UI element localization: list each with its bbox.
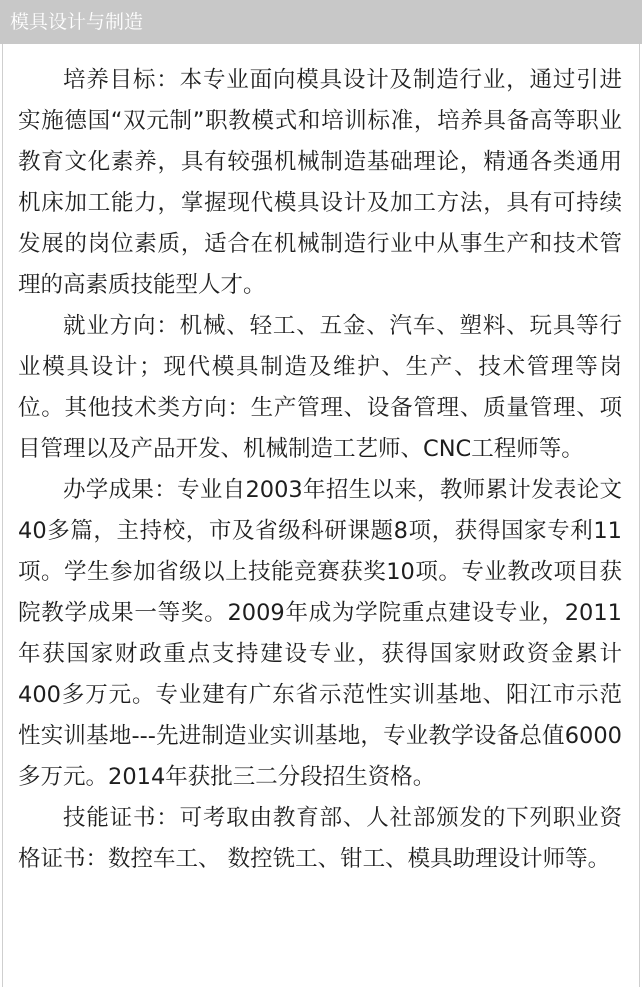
paragraph-training-goal: 培养目标：本专业面向模具设计及制造行业，通过引进实施德国“双元制”职教模式和培训标准，培养具备高等职业教育文化素养，具有较强机械制造基础理论，精通各类通用机床加工能力，掌握现代模具设计及加工方法，具有可持续发展的岗位素质，适合在机械制造行业中从事生产和技术管理的高素质技能型人才。	[18, 67, 622, 298]
section-title: 模具设计与制造	[10, 11, 144, 33]
article-body	[18, 60, 622, 880]
paragraph-employment: 就业方向：机械、轻工、五金、汽车、塑料、玩具等行业模具设计；现代模具制造及维护、生产、技术管理等岗位。其他技术类方向：生产管理、设备管理、质量管理、项目管理以及产品开发、机械制造工艺师、CNC工程师等。	[18, 313, 622, 462]
paragraph-achievements: 办学成果：专业自2003年招生以来，教师累计发表论文40多篇，主持校，市及省级科研课题8项，获得国家专利11项。学生参加省级以上技能竞赛获奖10项。专业教改项目获院教学成果一等奖。2009年成为学院重点建设专业，2011年获国家财政重点支持建设专业，获得国家财政资金累计400多万元。专业建有广东省示范性实训基地、阳江市示范性实训基地---先进制造业实训基地，专业教学设备总值6000多万元。2014年获批三二分段招生资格。	[18, 477, 622, 790]
section-header	[0, 0, 642, 44]
paragraph-certificates: 技能证书：可考取由教育部、人社部颁发的下列职业资格证书：数控车工、 数控铣工、钳工、模具助理设计师等。	[18, 805, 622, 872]
